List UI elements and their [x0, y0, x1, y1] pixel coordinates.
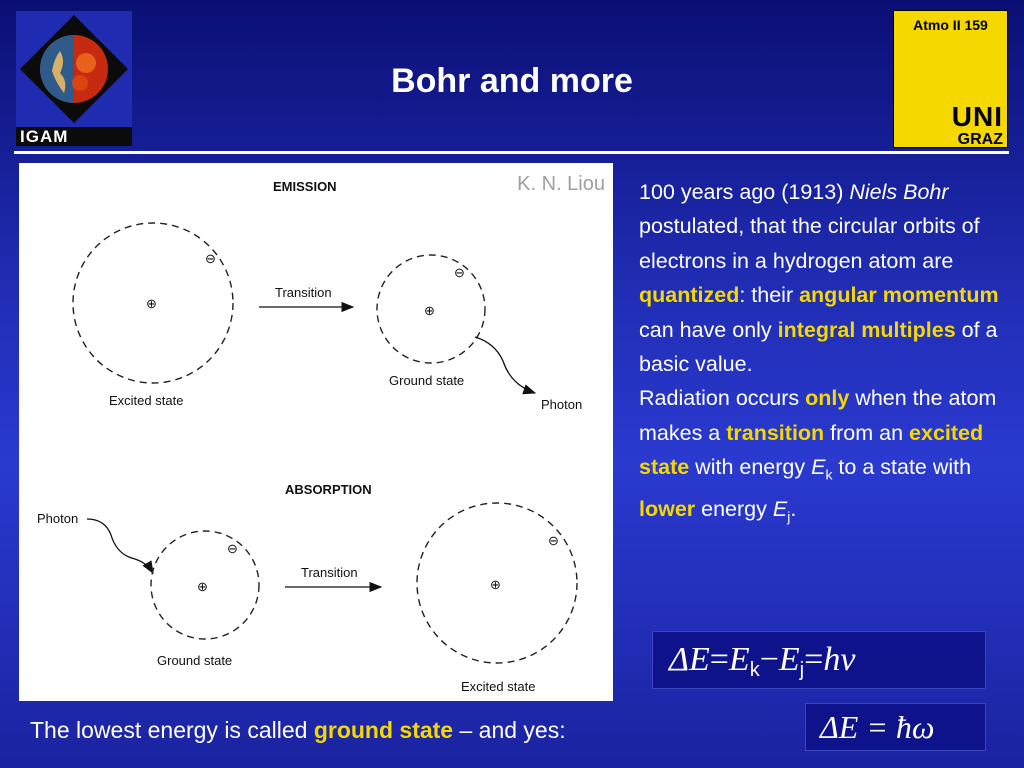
symbol-ej: E	[772, 496, 788, 521]
symbol-ek-sub: k	[825, 466, 833, 483]
eq1-ek: E	[728, 641, 750, 678]
text-p1-b: postulated, that the circular orbits of electrons in a hydrogen atom are	[639, 214, 980, 273]
igam-logo-graphic	[16, 11, 132, 127]
emission-ground-nucleus: ⊕	[424, 303, 435, 318]
symbol-ej-sub: j	[787, 508, 791, 525]
title-divider	[14, 151, 1009, 154]
igam-logo-text: IGAM	[20, 127, 69, 146]
energy-difference-equation	[652, 631, 986, 689]
emission-photon-label: Photon	[541, 397, 583, 412]
highlight-only: only	[805, 386, 850, 411]
emission-left-caption: Excited state	[109, 393, 184, 408]
text-p2-d: with energy	[689, 455, 812, 480]
eq1-delta: ΔE	[669, 641, 710, 678]
eq1-ej-sub: j	[799, 658, 805, 681]
absorption-heading: ABSORPTION	[285, 482, 372, 497]
eq1-ek-sub: k	[749, 658, 760, 681]
text-p1-c: : their	[739, 283, 800, 308]
absorption-left-caption: Ground state	[157, 653, 233, 668]
text-p2-c: from an	[824, 420, 910, 445]
eq1-equals-2: =	[804, 641, 824, 678]
footer-text-a: The lowest energy is called	[30, 717, 314, 743]
highlight-ground-state: ground state	[313, 717, 454, 743]
bohr-diagram	[19, 163, 613, 701]
absorption-ground-nucleus: ⊕	[197, 579, 208, 594]
text-p1-a: 100 years ago (1913)	[639, 180, 850, 204]
emission-excited-electron: ⊖	[205, 251, 216, 266]
uni-text: UNI	[951, 101, 1003, 132]
explanation-text	[639, 175, 999, 534]
text-p1-d: can have only	[639, 317, 778, 342]
absorption-transition-label: Transition	[301, 565, 358, 580]
emission-photon-wave	[475, 337, 535, 393]
footer-text	[30, 717, 566, 744]
emission-excited-nucleus: ⊕	[146, 296, 157, 311]
text-p1-e: of a basic value.	[639, 317, 998, 377]
text-p2-f: energy	[695, 496, 773, 521]
graz-text: GRAZ	[957, 131, 1003, 148]
bohr-diagram-figure	[19, 163, 613, 701]
text-p2-e: to a state with	[832, 455, 972, 480]
highlight-integral-multiples: integral multiples	[777, 317, 956, 342]
absorption-excited-electron: ⊖	[548, 533, 559, 548]
text-bohr-name: Niels Bohr	[849, 180, 949, 204]
absorption-photon-label: Photon	[37, 511, 79, 526]
figure-credit: K. N. Liou	[517, 173, 605, 195]
absorption-excited-nucleus: ⊕	[490, 577, 501, 592]
highlight-quantized: quantized	[639, 283, 740, 308]
text-p2-g: .	[790, 496, 797, 521]
symbol-ek: E	[811, 455, 826, 480]
page-title: Bohr and more	[391, 62, 633, 100]
eq1-minus: −	[759, 641, 779, 678]
eq1-ej: E	[778, 641, 800, 678]
emission-heading: EMISSION	[273, 179, 337, 194]
uni-graz-logo	[893, 10, 1008, 148]
text-p2-a: Radiation occurs	[639, 386, 806, 411]
emission-right-caption: Ground state	[389, 373, 465, 388]
eq1-equals: =	[709, 641, 729, 678]
absorption-photon-wave	[87, 519, 153, 573]
highlight-transition: transition	[726, 420, 825, 445]
igam-logo	[16, 11, 132, 146]
emission-ground-electron: ⊖	[454, 265, 465, 280]
highlight-lower: lower	[639, 496, 696, 521]
absorption-right-caption: Excited state	[461, 679, 536, 694]
text-p2-b: when the atom makes a	[639, 386, 997, 445]
energy-hbar-omega-equation: ΔE = ħω	[805, 703, 986, 751]
eq1-h-nu: hν	[823, 641, 856, 678]
slide-number-tag: Atmo II 159	[913, 17, 988, 33]
highlight-excited-state: excited state	[639, 420, 984, 480]
emission-transition-label: Transition	[275, 285, 332, 300]
absorption-ground-electron: ⊖	[227, 541, 238, 556]
highlight-angular-momentum: angular momentum	[799, 283, 999, 308]
footer-text-b: – and yes:	[453, 717, 566, 743]
